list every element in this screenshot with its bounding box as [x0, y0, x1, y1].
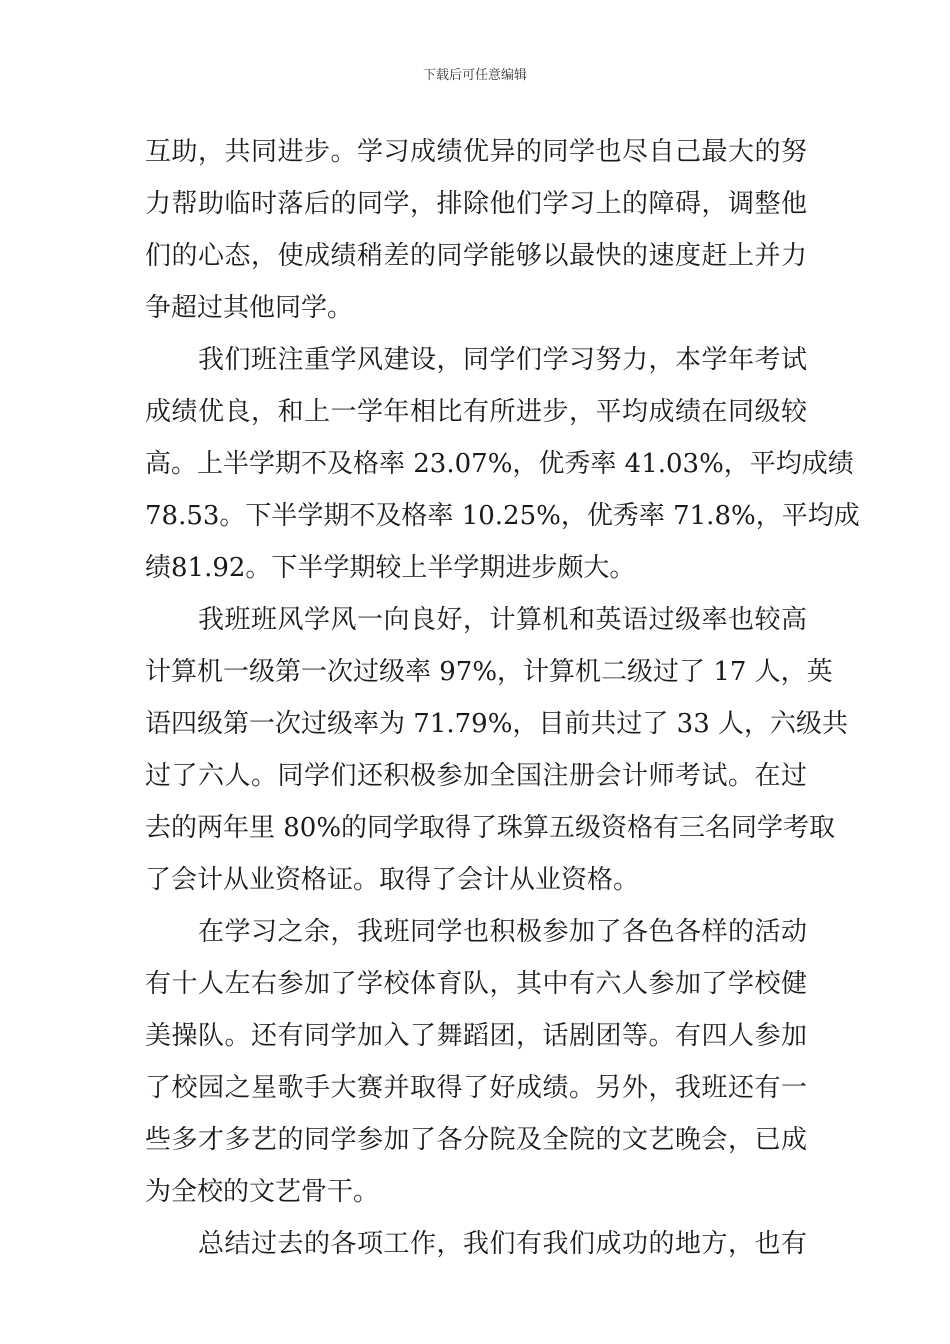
text-line: 美操队。还有同学加入了舞蹈团，话剧团等。有四人参加 [145, 1021, 807, 1051]
text-line: 在学习之余，我班同学也积极参加了各色各样的活动 [198, 917, 807, 947]
paragraph [145, 126, 807, 334]
text-line: 过了六人。同学们还积极参加全国注册会计师考试。在过 [145, 761, 807, 791]
text-line: 语四级第一次过级率为 71.79%，目前共过了 33 人，六级共 [145, 709, 849, 739]
text-line: 我们班注重学风建设，同学们学习努力，本学年考试 [198, 345, 807, 375]
text-line: 了校园之星歌手大赛并取得了好成绩。另外，我班还有一 [145, 1073, 807, 1103]
text-line: 去的两年里 80%的同学取得了珠算五级资格有三名同学考取 [145, 813, 836, 843]
paragraph [145, 334, 860, 594]
text-line: 互助，共同进步。学习成绩优异的同学也尽自己最大的努 [145, 137, 807, 167]
paragraph [145, 906, 807, 1218]
text-line: 争超过其他同学。 [145, 293, 354, 323]
text-line: 总结过去的各项工作，我们有我们成功的地方，也有 [198, 1229, 807, 1259]
text-line: 计算机一级第一次过级率 97%，计算机二级过了 17 人，英 [145, 657, 833, 687]
text-line: 力帮助临时落后的同学，排除他们学习上的障碍，调整他 [145, 189, 807, 219]
text-line: 们的心态，使成绩稍差的同学能够以最快的速度赶上并力 [145, 241, 807, 271]
text-line: 高。上半学期不及格率 23.07%，优秀率 41.03%，平均成绩 [145, 449, 854, 479]
text-line: 绩81.92。下半学期较上半学期进步颇大。 [145, 553, 636, 583]
text-line: 我班班风学风一向良好，计算机和英语过级率也较高 [198, 605, 807, 635]
page-header: 下载后可任意编辑 [422, 68, 527, 83]
text-line: 成绩优良，和上一学年相比有所进步，平均成绩在同级较 [145, 397, 807, 427]
text-line: 78.53。下半学期不及格率 10.25%，优秀率 71.8%，平均成 [145, 501, 860, 531]
text-line: 些多才多艺的同学参加了各分院及全院的文艺晚会，已成 [145, 1125, 807, 1155]
paragraph [145, 1218, 807, 1270]
text-line: 了会计从业资格证。取得了会计从业资格。 [145, 865, 640, 895]
text-line: 为全校的文艺骨干。 [145, 1177, 380, 1207]
document-body [145, 126, 860, 1270]
paragraph [145, 594, 849, 906]
text-line: 有十人左右参加了学校体育队，其中有六人参加了学校健 [145, 969, 807, 999]
